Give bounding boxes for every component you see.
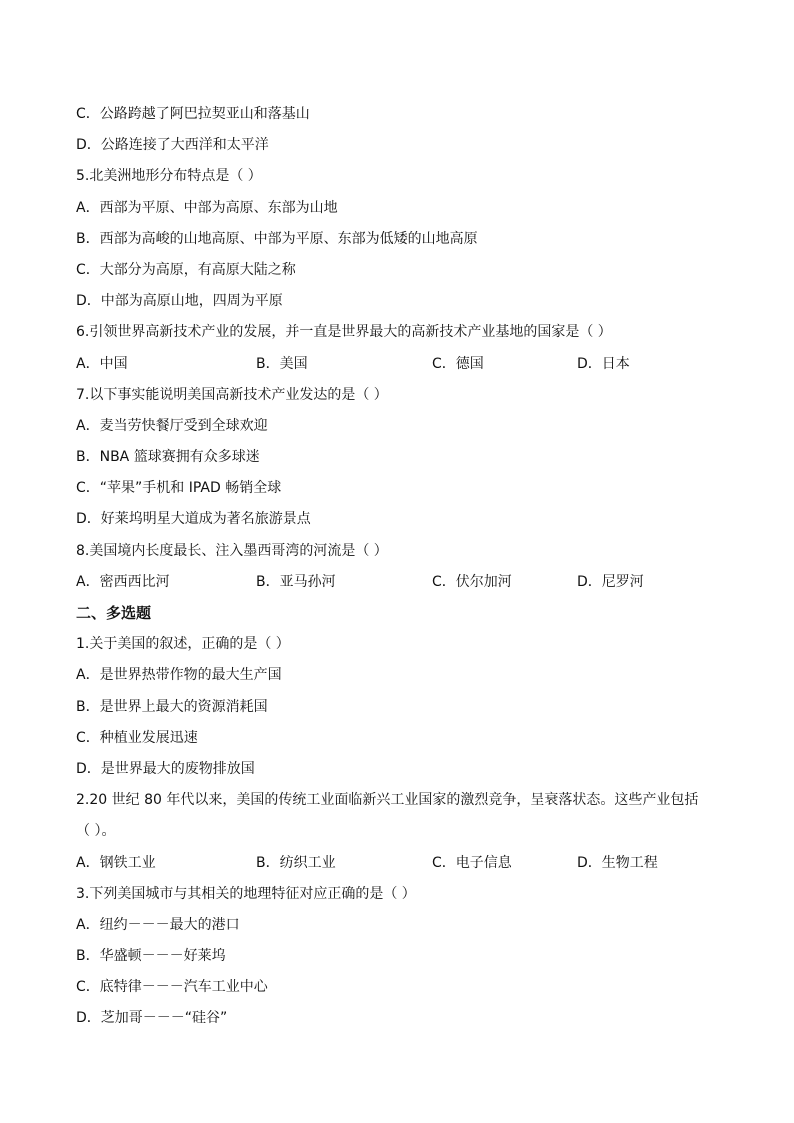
answer-options-row [76, 848, 726, 879]
text-line: D．是世界最大的废物排放国 [76, 760, 255, 777]
text-line: D．好莱坞明星大道成为著名旅游景点 [76, 511, 311, 528]
text-line: B．是世界上最大的资源消耗国 [76, 698, 268, 715]
answer-option: B．亚马孙河 [256, 573, 336, 590]
answer-options-row [76, 567, 726, 598]
question-stem: 8.美国境内长度最长、注入墨西哥湾的河流是（ ） [76, 542, 388, 559]
question-stem: 6.引领世界高新技术产业的发展，并一直是世界最大的高新技术产业基地的国家是（ ） [76, 324, 612, 341]
answer-options-row [76, 349, 726, 380]
text-line: D．公路连接了大西洋和太平洋 [76, 137, 269, 154]
answer-option: A．密西西比河 [76, 573, 170, 590]
question-stem: 7.以下事实能说明美国高新技术产业发达的是（ ） [76, 386, 388, 403]
answer-option: C．电子信息 [432, 854, 512, 871]
text-line: A．是世界热带作物的最大生产国 [76, 667, 282, 684]
question-stem: 2.20 世纪 80 年代以来，美国的传统工业面临新兴工业国家的激烈竞争，呈衰落状态。这些产业包括 [76, 792, 699, 809]
question-stem: 3.下列美国城市与其相关的地理特征对应正确的是（ ） [76, 885, 416, 902]
text-line: C．大部分为高原，有高原大陆之称 [76, 261, 296, 278]
text-line: B．西部为高峻的山地高原、中部为平原、东部为低矮的山地高原 [76, 230, 478, 247]
section-heading: 二、多选题 [76, 604, 152, 622]
text-line: （ ）。 [76, 823, 116, 840]
text-line: C．“苹果”手机和 IPAD 畅销全球 [76, 480, 282, 497]
answer-option: B．纺织工业 [256, 854, 336, 871]
question-stem: 1.关于美国的叙述，正确的是（ ） [76, 636, 290, 653]
answer-option: D．生物工程 [577, 854, 658, 871]
text-line: B．NBA 篮球赛拥有众多球迷 [76, 449, 260, 466]
answer-option: D．日本 [577, 355, 630, 372]
answer-option: C．伏尔加河 [432, 573, 512, 590]
answer-option: A．钢铁工业 [76, 854, 156, 871]
text-line: C．底特律－－－汽车工业中心 [76, 979, 268, 996]
text-line: D．芝加哥－－－“硅谷” [76, 1010, 228, 1027]
exam-content [76, 99, 726, 1035]
answer-option: D．尼罗河 [577, 573, 644, 590]
text-line: C．种植业发展迅速 [76, 729, 198, 746]
answer-option: A．中国 [76, 355, 128, 372]
text-line: B．华盛顿－－－好莱坞 [76, 948, 226, 965]
text-line: A．西部为平原、中部为高原、东部为山地 [76, 199, 338, 216]
text-line: A．纽约－－－最大的港口 [76, 916, 240, 933]
text-line: D．中部为高原山地，四周为平原 [76, 293, 283, 310]
answer-option: C．德国 [432, 355, 484, 372]
question-stem: 5.北美洲地形分布特点是（ ） [76, 168, 262, 185]
text-line: C．公路跨越了阿巴拉契亚山和落基山 [76, 106, 310, 122]
answer-option: B．美国 [256, 355, 308, 372]
text-line: A．麦当劳快餐厅受到全球欢迎 [76, 417, 268, 434]
